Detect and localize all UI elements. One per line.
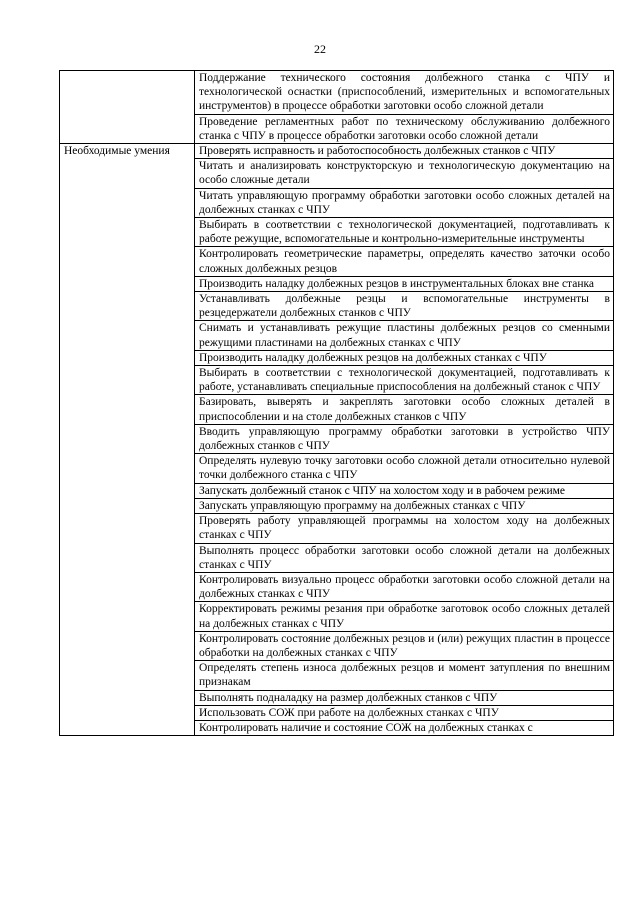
requirement-text: Читать управляющую программу обработки заготовки особо сложных деталей на долбежных станках с ЧПУ — [195, 188, 614, 217]
requirement-text: Выбирать в соответствии с технологической документацией, подготавливать к работе режущие, вспомогательные и контрольно-измерительные инструменты — [195, 218, 614, 247]
requirement-text: Контролировать наличие и состояние СОЖ на долбежных станках с — [195, 720, 614, 735]
row-group-label: Необходимые умения — [60, 144, 195, 736]
requirement-text: Устанавливать долбежные резцы и вспомогательные инструменты в резцедержатели долбежных станков с ЧПУ — [195, 292, 614, 321]
requirement-text: Использовать СОЖ при работе на долбежных станках с ЧПУ — [195, 705, 614, 720]
requirement-text: Производить наладку долбежных резцов на долбежных станках с ЧПУ — [195, 350, 614, 365]
requirement-text: Проведение регламентных работ по техническому обслуживанию долбежного станка с ЧПУ в процессе обработки заготовки особо сложной детали — [195, 114, 614, 143]
requirement-text: Определять степень износа долбежных резцов и момент затупления по внешним признакам — [195, 661, 614, 690]
requirement-text: Поддержание технического состояния долбежного станка с ЧПУ и технологической оснастки (приспособлений, измерительных и вспомогательных инструментов) в процессе обработки заготовки особо сложной детали — [195, 71, 614, 115]
requirement-text: Читать и анализировать конструкторскую и технологическую документацию на особо сложные детали — [195, 159, 614, 188]
requirement-text: Базировать, выверять и закреплять заготовки особо сложных деталей в приспособлении и на столе долбежных станков с ЧПУ — [195, 395, 614, 424]
requirement-text: Контролировать геометрические параметры, определять качество заточки особо сложных долбежных резцов — [195, 247, 614, 276]
requirement-text: Производить наладку долбежных резцов в инструментальных блоках вне станка — [195, 276, 614, 291]
page-number: 22 — [314, 42, 326, 56]
requirement-text: Запускать долбежный станок с ЧПУ на холостом ходу и в рабочем режиме — [195, 483, 614, 498]
requirement-text: Запускать управляющую программу на долбежных станках с ЧПУ — [195, 498, 614, 513]
table-row — [60, 71, 614, 115]
table-row — [60, 144, 614, 159]
requirement-text: Контролировать состояние долбежных резцов и (или) режущих пластин в процессе обработки на долбежных станках с ЧПУ — [195, 631, 614, 660]
requirement-text: Выбирать в соответствии с технологической документацией, подготавливать к работе, устанавливать специальные приспособления на долбежный станок с ЧПУ — [195, 366, 614, 395]
requirement-text: Проверять исправность и работоспособность долбежных станков с ЧПУ — [195, 144, 614, 159]
row-group-label — [60, 71, 195, 144]
requirement-text: Выполнять подналадку на размер долбежных станков с ЧПУ — [195, 690, 614, 705]
requirements-table-body — [60, 71, 614, 736]
requirement-text: Вводить управляющую программу обработки заготовки в устройство ЧПУ долбежных станков с ЧПУ — [195, 424, 614, 453]
requirement-text: Проверять работу управляющей программы на холостом ходу на долбежных станках с ЧПУ — [195, 514, 614, 543]
requirements-table — [59, 70, 614, 736]
requirement-text: Выполнять процесс обработки заготовки особо сложной детали на долбежных станках с ЧПУ — [195, 543, 614, 572]
requirement-text: Корректировать режимы резания при обработке заготовок особо сложных деталей на долбежных станках с ЧПУ — [195, 602, 614, 631]
requirement-text: Снимать и устанавливать режущие пластины долбежных резцов со сменными режущими пластинами на долбежных станках с ЧПУ — [195, 321, 614, 350]
requirement-text: Контролировать визуально процесс обработки заготовки особо сложной детали на долбежных станках с ЧПУ — [195, 572, 614, 601]
requirement-text: Определять нулевую точку заготовки особо сложной детали относительно нулевой точки долбежного станка с ЧПУ — [195, 454, 614, 483]
